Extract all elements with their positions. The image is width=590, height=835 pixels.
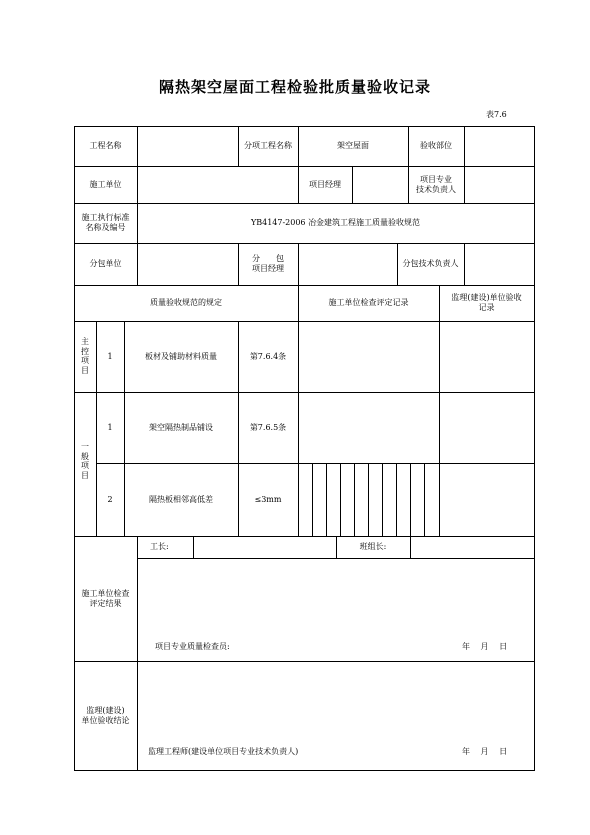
col-divider (410, 536, 411, 558)
acceptance-part-label: 验收部位 (420, 141, 452, 150)
inspector-label: 项目专业质量检查员: (155, 642, 230, 651)
general-items-group-label: 一 般 项 目 (81, 442, 89, 480)
col-header-supervisor-record: 监理(建设)单位验收 记录 (451, 293, 522, 312)
main-item-clause: 第7.6.4条 (249, 351, 287, 361)
col-divider (137, 243, 138, 285)
grid-line (340, 463, 341, 536)
project-name-value[interactable] (137, 126, 238, 166)
col-header-contractor-check: 施工单位检查评定记录 (328, 298, 409, 307)
engineer-label: 监理工程师(建设单位项目专业技术负责人) (148, 747, 299, 756)
grid-line (312, 463, 313, 536)
project-manager-label: 项目经理 (309, 179, 341, 189)
sub-manager-label: 分 包 项目经理 (252, 254, 284, 273)
general-item-no: 1 (107, 422, 113, 432)
sub-project-name-label: 分项工程名称 (244, 141, 292, 150)
standard-value: YB4147-2006 冶金建筑工程施工质量验收规范 (250, 218, 421, 227)
grid-line (354, 463, 355, 536)
table-border-right (534, 126, 535, 771)
grid-line (326, 463, 327, 536)
subcontractor-label: 分包单位 (89, 259, 122, 268)
grid-line (424, 463, 425, 536)
col-divider (137, 536, 138, 770)
page-title: 隔热架空屋面工程检验批质量验收记录 (158, 78, 431, 96)
col-divider (193, 536, 194, 558)
col-divider (352, 166, 353, 203)
col-divider (464, 243, 465, 285)
general-item-no: 2 (107, 494, 113, 504)
col-divider (298, 243, 299, 285)
general-item-name: 架空隔热制品铺设 (149, 422, 213, 432)
project-name-label: 工程名称 (89, 141, 122, 150)
acceptance-part-value[interactable] (464, 126, 534, 166)
col-header-spec: 质量验收规范的规定 (150, 298, 222, 307)
construction-unit-label: 施工单位 (89, 179, 122, 189)
sub-tech-lead-label: 分包技术负责人 (402, 259, 459, 268)
row-divider (74, 243, 534, 244)
general-item-clause: 第7.6.5条 (249, 422, 287, 432)
row-divider (74, 661, 534, 662)
grid-line (410, 463, 411, 536)
col-divider (439, 285, 440, 536)
main-items-group-label: 主 控 项 目 (81, 337, 89, 375)
supervisor-date: 年 月 日 (462, 747, 508, 756)
row-divider (137, 558, 534, 559)
col-divider (298, 285, 299, 536)
row-divider (74, 536, 534, 537)
supervisor-conclusion-label: 监理(建设) 单位验收结论 (81, 705, 130, 725)
sub-project-name-value[interactable]: 架空屋面 (337, 141, 369, 150)
table-border-bottom (74, 770, 534, 771)
general-item-clause: ≤3mm (254, 494, 282, 504)
tech-lead-label: 项目专业 技术负责人 (416, 174, 456, 194)
contractor-date: 年 月 日 (462, 642, 508, 651)
standard-label: 施工执行标准 名称及编号 (81, 213, 130, 232)
grid-line (368, 463, 369, 536)
table-number: 表7.6 (486, 110, 507, 119)
grid-line (396, 463, 397, 536)
team-leader-label: 班组长: (359, 542, 387, 551)
main-item-no: 1 (107, 351, 113, 361)
contractor-eval-label: 施工单位检查 评定结果 (81, 588, 130, 608)
main-item-name: 板材及铺助材料质量 (145, 351, 217, 361)
grid-line (382, 463, 383, 536)
general-item-name: 隔热板相邻高低差 (149, 494, 213, 504)
foreman-label: 工长: (150, 542, 169, 551)
